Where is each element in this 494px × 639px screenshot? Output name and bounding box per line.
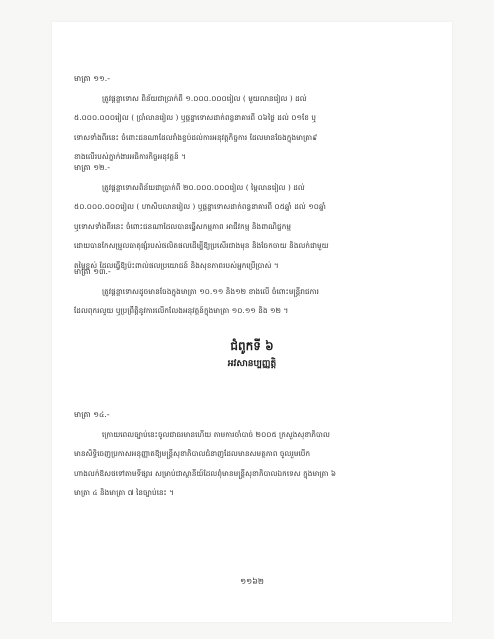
article-text-line: ដែលពុករលួយ ឬប្រព្រឹត្តិនូវការលើកលែងអនុវត្តន៍ក្នុងមាត្រា ១០.១១ និង ១២ ។ [74,306,289,315]
article-text-line: ហាងលក់ឱសថទៅតាមទីផ្សារ សម្រាប់ជាស្ថានីយ៍ដែលពុំមានមន្ត្រីសុខាភិបាលឯកទេស ក្នុងមាត្រា ៦ [74,468,337,478]
article-text-line: មានសិទ្ធិចេញប្រកាសអនុញ្ញាតឱ្យមន្ត្រីសុខាភិបាលជំនាញដែលមានសមត្ថភាព ចូលរួមបើក [74,449,311,458]
article-text-line: ទោសទាំងពីរនេះ ចំពោះជនណាដែលរាំងខ្ទប់ដល់ការអនុវត្តកិច្ចការ ដែលមានចែងក្នុងមាត្រា៩ [74,132,318,142]
article-13 [74,262,319,321]
article-text-line: ក្រោយពេលច្បាប់នេះចូលជាធរមានហើយ តាមការចាំបាច់ ២០០៥ ក្រសួងសុខាភិបាល [102,429,330,439]
article-text-line: ត្រូវផ្តន្ទាទោសដូចមានចែងក្នុងមាត្រា ១០.១១ និង១២ ខាងលើ ចំពោះមន្ត្រីរាជការ [102,286,319,296]
article-text-line: ត្រូវផ្តន្ទាទោសពិន័យជាប្រាក់ពី ២០.០០០.០០០រៀល ( ម្ភៃលានរៀល ) ដល់ [102,182,305,192]
article-label: មាត្រា ១២.- [74,163,111,172]
article-14 [74,405,336,503]
article-text-line: មាត្រា ៤ និងមាត្រា ៧ នៃច្បាប់នេះ ។ [74,488,175,497]
article-text-line: តម្លៃខ្ពស់ ដែលធ្វើឱ្យប៉ះពាល់ផលប្រយោជន៍ និងសុខភាពរបស់អ្នកប្រើប្រាស់ ។ [74,260,279,270]
article-text-line: ៥០.០០០.០០០រៀល ( ហាសិបលានរៀល ) ឬផ្តន្ទាទោសដាក់ពន្ធនាគារពី ០៥ឆ្នាំ ដល់ ១០ឆ្នាំ [74,202,326,211]
article-text-line: ឬទោសទាំងពីរនេះ ចំពោះជនណាដែលបានធ្វើសកម្មភាព អាជីវកម្ម និងពាណិជ្ជកម្ម [74,221,292,231]
page-number: ១១៦២ [240,577,264,586]
article-text-line: ត្រូវផ្តន្ទាទោស ពិន័យជាប្រាក់ពី ១.០០០.០០០រៀល ( មួយលានរៀល ) ដល់ [102,93,307,103]
article-text-line: ដោយបានកែសម្រួលធាតុផ្សំរបស់ផលិតផលដើម្បីឱ្យប្រសើរជាងមុន និងចែកចាយ និងលក់ជាមួយ [74,241,329,250]
article-11 [74,69,317,167]
article-12 [74,158,329,275]
document-page [52,22,452,622]
chapter-title: អវសានប្បញ្ញត្តិ [227,359,277,369]
article-label: មាត្រា ១១.- [74,74,111,83]
article-label: មាត្រា ១៣.- [74,267,111,276]
article-text-line: ៥.០០០.០០០រៀល ( ប្រាំលានរៀល ) ឬផ្តន្ទាទោសដាក់ពន្ធនាគារពី ០៦ថ្ងៃ ដល់ ០១ខែ ឬ [74,113,317,122]
chapter-number: ជំពូកទី ៦ [230,339,274,353]
article-text-line: ខាងលើរបស់ភ្នាក់ងារអធិការកិច្ចអនុវត្តន៍ ។ [74,152,186,161]
article-label: មាត្រា ១៤.- [74,410,110,419]
